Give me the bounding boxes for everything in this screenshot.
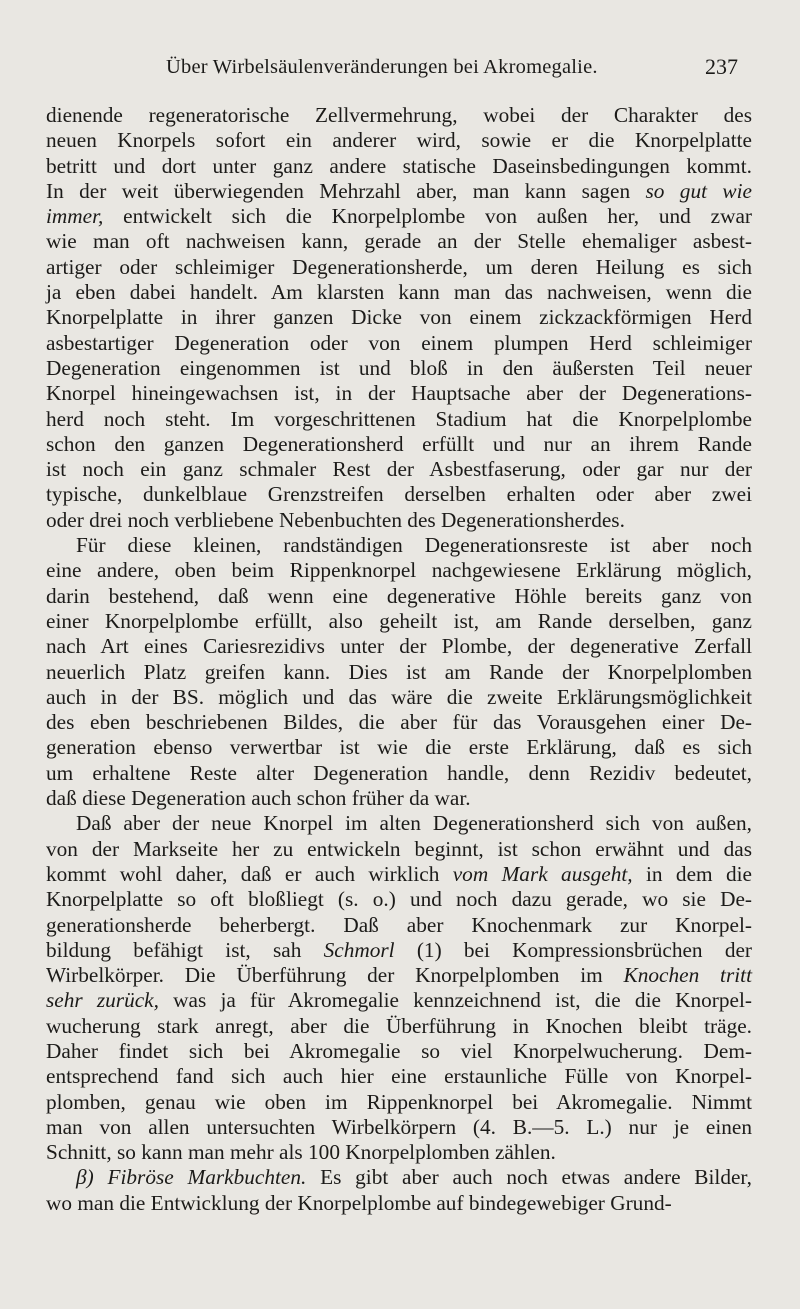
- text-line: [46, 761, 752, 786]
- italic-text: immer,: [46, 204, 104, 229]
- text-segment: typische, dunkelblaue Grenzstreifen derselben erhalten oder aber zwei: [46, 482, 752, 507]
- text-segment: entsprechend fand sich auch hier eine erstaunliche Fülle von Knorpel-: [46, 1064, 752, 1089]
- text-segment: man von allen untersuchten Wirbelkörpern (4. B.—5. L.) nur je einen: [46, 1114, 752, 1139]
- text-segment: generation ebenso verwertbar ist wie die erste Erklärung, daß es sich: [46, 735, 752, 760]
- text-line: [46, 634, 752, 659]
- text-segment: In der weit überwiegenden Mehrzahl aber, man kann sagen: [46, 178, 646, 203]
- text-line: [46, 938, 752, 963]
- text-line: [46, 963, 752, 988]
- text-segment: Degeneration eingenommen ist und bloß in den äußersten Teil neuer: [46, 355, 752, 380]
- text-segment: Knorpel hineingewachsen ist, in der Hauptsache aber der Degenerations-: [46, 381, 752, 406]
- text-segment: asbestartiger Degeneration oder von einem plumpen Herd schleimiger: [46, 330, 752, 355]
- text-segment: darin bestehend, daß wenn eine degenerative Höhle bereits ganz von: [46, 583, 752, 608]
- body-text: [46, 103, 752, 1216]
- text-line: [46, 609, 752, 634]
- text-line: [46, 229, 752, 254]
- text-line: [46, 128, 752, 153]
- text-segment: herd noch steht. Im vorgeschrittenen Stadium hat die Knorpelplombe: [46, 406, 752, 431]
- page-header: [48, 54, 738, 84]
- text-segment: oder drei noch verbliebene Nebenbuchten des Degenerationsherdes.: [46, 507, 625, 532]
- text-line: [46, 811, 752, 836]
- text-segment: Für diese kleinen, randständigen Degenerationsreste ist aber noch: [76, 533, 752, 558]
- text-line: [46, 862, 752, 887]
- italic-text: sehr zurück,: [46, 988, 159, 1013]
- text-line: [46, 710, 752, 735]
- text-segment: ja eben dabei handelt. Am klarsten kann man das nachweisen, wenn die: [46, 280, 752, 305]
- text-segment: auch in der BS. möglich und das wäre die zweite Erklärungsmöglichkeit: [46, 684, 752, 709]
- text-line: [46, 154, 752, 179]
- text-segment: betritt und dort unter ganz andere statische Daseinsbedingungen kommt.: [46, 153, 752, 178]
- text-line: [46, 685, 752, 710]
- text-line: [46, 533, 752, 558]
- text-line: [46, 1014, 752, 1039]
- text-segment: daß diese Degeneration auch schon früher da war.: [46, 786, 471, 811]
- text-line: [46, 786, 752, 811]
- text-segment: nach Art eines Cariesrezidivs unter der Plombe, der degenerative Zerfall: [46, 634, 752, 659]
- text-segment: schon den ganzen Degenerationsherd erfüllt und nur an ihrem Rande: [46, 431, 752, 456]
- text-segment: einer Knorpelplombe erfüllt, also geheilt ist, am Rande derselben, ganz: [46, 608, 752, 633]
- text-line: [46, 1090, 752, 1115]
- text-segment: wie man oft nachweisen kann, gerade an der Stelle ehemaliger asbest-: [46, 229, 752, 254]
- text-segment: um erhaltene Reste alter Degeneration handle, denn Rezidiv bedeutet,: [46, 760, 752, 785]
- text-segment: Schnitt, so kann man mehr als 100 Knorpelplomben zählen.: [46, 1140, 556, 1165]
- text-segment: dienende regeneratorische Zellvermehrung, wobei der Charakter des: [46, 103, 752, 127]
- text-line: [46, 432, 752, 457]
- text-line: [46, 1165, 752, 1190]
- text-line: [46, 482, 752, 507]
- text-segment: Knorpelplatte so oft bloßliegt (s. o.) und noch dazu gerade, wo sie De-: [46, 887, 752, 912]
- text-line: [46, 356, 752, 381]
- text-segment: in dem die: [632, 861, 752, 886]
- text-line: [46, 558, 752, 583]
- text-segment: Es gibt aber auch noch etwas andere Bilder,: [306, 1165, 753, 1190]
- text-segment: neuerlich Platz greifen kann. Dies ist am Rande der Knorpelplomben: [46, 659, 752, 684]
- text-line: [46, 280, 752, 305]
- text-line: [46, 735, 752, 760]
- text-segment: wo man die Entwicklung der Knorpelplombe auf bindegewebiger Grund-: [46, 1190, 672, 1215]
- text-line: [46, 305, 752, 330]
- text-segment: ist noch ein ganz schmaler Rest der Asbestfaserung, oder gar nur der: [46, 457, 752, 482]
- text-line: [46, 584, 752, 609]
- text-line: [46, 103, 752, 128]
- page-number: 237: [705, 54, 738, 79]
- text-segment: wucherung stark anregt, aber die Überführung in Knochen bleibt träge.: [46, 1013, 752, 1038]
- text-segment: Daher findet sich bei Akromegalie so viel Knorpelwucherung. Dem-: [46, 1038, 752, 1063]
- text-line: [46, 457, 752, 482]
- text-line: [46, 988, 752, 1013]
- text-line: [46, 887, 752, 912]
- text-segment: Wirbelkörper. Die Überführung der Knorpelplomben im: [46, 963, 624, 988]
- text-segment: eine andere, oben beim Rippenknorpel nachgewiesene Erklärung möglich,: [46, 558, 752, 583]
- paragraph: [46, 103, 752, 533]
- text-line: [46, 508, 752, 533]
- paragraph: [46, 811, 752, 1165]
- text-line: [46, 837, 752, 862]
- text-line: [46, 255, 752, 280]
- text-line: [46, 1039, 752, 1064]
- text-line: [46, 660, 752, 685]
- text-segment: kommt wohl daher, daß er auch wirklich: [46, 861, 453, 886]
- text-line: [46, 407, 752, 432]
- text-segment: des eben beschriebenen Bildes, die aber für das Vorausgehen einer De-: [46, 710, 752, 735]
- text-segment: neuen Knorpels sofort ein anderer wird, sowie er die Knorpelplatte: [46, 128, 752, 153]
- text-segment: generationsherde beherbergt. Daß aber Knochenmark zur Knorpel-: [46, 912, 752, 937]
- text-line: [46, 913, 752, 938]
- italic-text: so gut wie: [645, 178, 752, 203]
- text-line: [46, 331, 752, 356]
- italic-text: β) Fibröse Markbuchten.: [76, 1165, 307, 1190]
- italic-text: Schmorl: [323, 937, 395, 962]
- paragraph: [46, 1165, 752, 1216]
- text-line: [46, 1191, 752, 1216]
- text-segment: plomben, genau wie oben im Rippenknorpel bei Akromegalie. Nimmt: [46, 1089, 752, 1114]
- text-line: [46, 204, 752, 229]
- text-segment: Daß aber der neue Knorpel im alten Degenerationsherd sich von außen,: [76, 811, 752, 836]
- text-line: [46, 179, 752, 204]
- text-segment: artiger oder schleimiger Degenerationsherde, um deren Heilung es sich: [46, 254, 752, 279]
- text-segment: Knorpelplatte in ihrer ganzen Dicke von einem zickzackförmigen Herd: [46, 305, 752, 330]
- text-segment: von der Markseite her zu entwickeln beginnt, ist schon erwähnt und das: [46, 836, 752, 861]
- text-segment: was ja für Akromegalie kennzeichnend ist, die die Knorpel-: [158, 988, 752, 1013]
- running-title: Über Wirbelsäulenveränderungen bei Akromegalie.: [166, 56, 598, 78]
- text-line: [46, 381, 752, 406]
- italic-text: Knochen tritt: [623, 963, 752, 988]
- italic-text: vom Mark ausgeht,: [452, 861, 633, 886]
- text-line: [46, 1115, 752, 1140]
- text-segment: entwickelt sich die Knorpelplombe von außen her, und zwar: [103, 204, 752, 229]
- paragraph: [46, 533, 752, 811]
- text-segment: bildung befähigt ist, sah: [46, 937, 324, 962]
- text-segment: (1) bei Kompressionsbrüchen der: [394, 937, 753, 962]
- text-line: [46, 1064, 752, 1089]
- text-line: [46, 1140, 752, 1165]
